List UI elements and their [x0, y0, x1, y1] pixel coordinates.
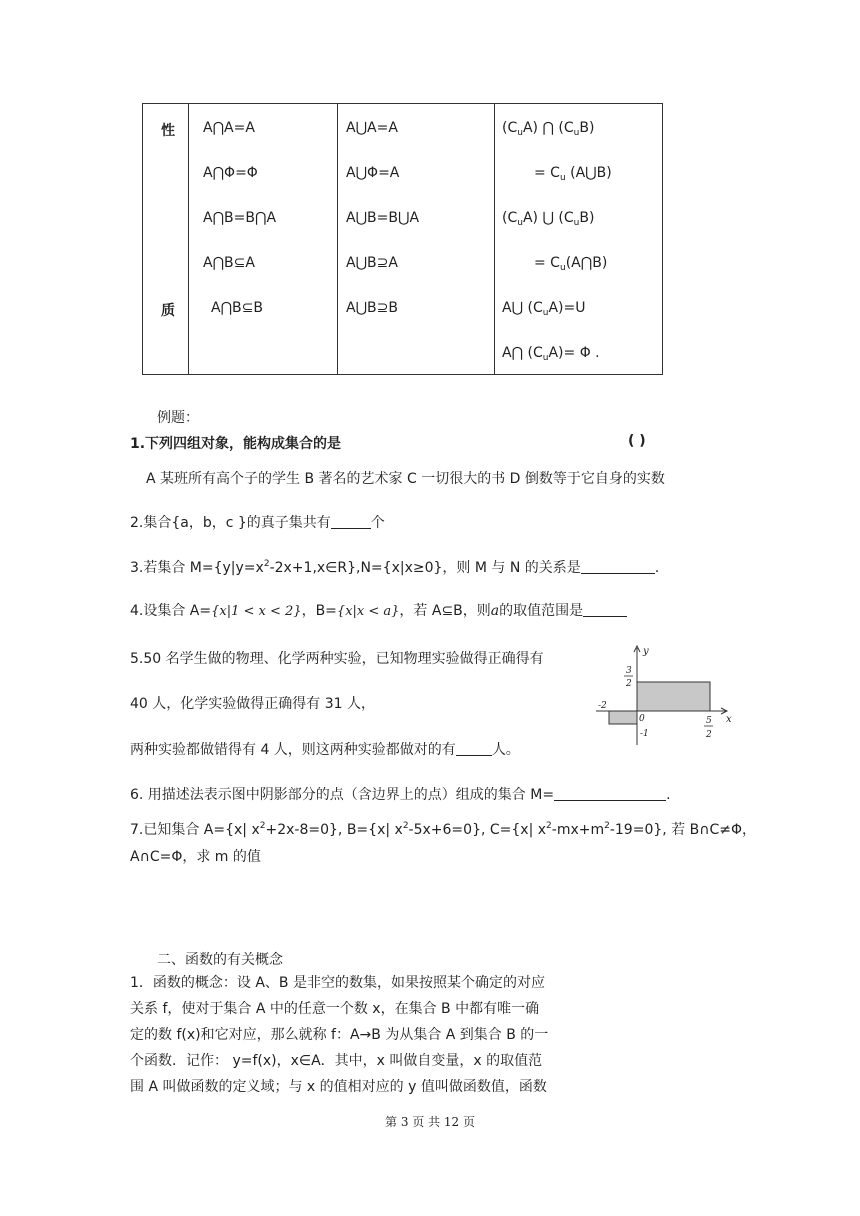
answer-blank[interactable] — [554, 786, 666, 801]
tick-label: 3 — [626, 666, 632, 676]
paragraph-line: 定的数 f(x)和它对应，那么就称 f：A→B 为从集合 A 到集合 B 的一 — [130, 1027, 549, 1043]
union-rule: A⋃Φ=A — [346, 165, 400, 181]
origin-label: 0 — [639, 714, 645, 724]
question-6: 6. 用描述法表示图中阴影部分的点（含边界上的点）组成的集合 M= . — [130, 787, 671, 803]
intersection-rule: A⋂B⊆B — [211, 300, 264, 316]
section-paragraph — [130, 970, 548, 1100]
examples-label: 例题： — [157, 410, 199, 426]
tick-label: 2 — [626, 679, 632, 689]
answer-blank[interactable] — [456, 741, 492, 756]
table-divider — [494, 104, 495, 374]
intersection-rule: A⋂B=B⋂A — [203, 210, 277, 226]
paragraph-line: 关系 f，使对于集合 A 中的任意一个数 x，在集合 B 中都有唯一确 — [130, 1001, 540, 1017]
x-axis-label: x — [726, 714, 732, 725]
paragraph-line: 围 A 叫做函数的定义域；与 x 的值相对应的 y 值叫做函数值，函数 — [130, 1079, 547, 1095]
tick-label: -1 — [640, 729, 649, 739]
shaded-region-upper — [637, 682, 710, 711]
properties-table — [142, 103, 663, 375]
row-header-top: 性 — [161, 123, 175, 139]
question-3: 3.若集合 $M=\{y|y=x^2-2x+1,x\in R\},N=\{x|x\ge 0\}$，则 M 与 N 的关系是 . — [130, 559, 660, 576]
intersection-rule: A⋂A=A — [203, 120, 255, 136]
question-7-line1: 7.已知集合 A={x| $x^2+2x-8=0$}, B={x| $x^2-5x+6=0$}, C={x| $x^2-mx+m^2-19=0$}, 若 B∩C≠Φ， — [130, 821, 756, 838]
tick-label: -2 — [598, 701, 607, 711]
intersection-rule: A⋂B⊆A — [203, 255, 255, 271]
answer-blank[interactable] — [583, 602, 627, 617]
shaded-region-graph — [588, 640, 738, 750]
union-rule: A⋃B=B⋃A — [346, 210, 420, 226]
complement-rule: A⋃ $(C_uA)=U$ — [502, 300, 586, 318]
complement-rule: $(C_uA)$ ⋂ $(C_uB)$ — [502, 120, 595, 138]
table-divider — [337, 104, 338, 374]
union-rule: A⋃B⊇B — [346, 300, 399, 316]
question-5-line2: 40 人，化学实验做得正确得有 31 人， — [130, 696, 375, 712]
intersection-rule: A⋂Φ=Φ — [203, 165, 258, 181]
union-rule: A⋃B⊇A — [346, 255, 398, 271]
section-title: 二、函数的有关概念 — [157, 952, 283, 968]
question-7-line2: A∩C=Φ，求 m 的值 — [130, 849, 261, 865]
question-1: 1.下列四组对象，能构成集合的是 — [130, 436, 342, 452]
tick-label: 2 — [706, 730, 712, 740]
complement-rule: = $C_u(A⋂B)$ — [534, 255, 608, 273]
y-axis-label: y — [643, 646, 649, 657]
question-1-options: A 某班所有高个子的学生 B 著名的艺术家 C 一切很大的书 D 倒数等于它自身的实数 — [146, 471, 665, 487]
union-rule: A⋃A=A — [346, 120, 398, 136]
complement-rule: $(C_uA)$ ⋃ $(C_uB)$ — [502, 210, 595, 228]
shaded-region-lower — [609, 711, 637, 724]
table-divider — [188, 104, 189, 374]
paragraph-line: 1．函数的概念：设 A、B 是非空的数集，如果按照某个确定的对应 — [130, 975, 545, 991]
question-2: 2.集合{a，b，c }的真子集共有 个 — [130, 515, 385, 531]
row-header-bottom: 质 — [161, 303, 175, 319]
answer-paren: ( ) — [628, 433, 646, 449]
question-4: 4.设集合 A={x|1 < x < 2}，B={x|x < a}，若 A⊆B，则a的取值范围是 — [130, 600, 627, 620]
paragraph-line: 个函数．记作： y=f(x)，x∈A．其中，x 叫做自变量，x 的取值范 — [130, 1053, 543, 1069]
page-footer: 第 3 页 共 12 页 — [385, 1115, 475, 1129]
answer-blank[interactable] — [331, 514, 371, 529]
question-5-line1: 5.50 名学生做的物理、化学两种实验，已知物理实验做得正确得有 — [130, 651, 544, 667]
question-5-line3: 两种实验都做错得有 4 人，则这两种实验都做对的有 人。 — [130, 742, 520, 758]
complement-rule: = $C_u$ (A⋃B) — [534, 165, 612, 183]
answer-blank[interactable] — [581, 559, 655, 574]
complement-rule: A⋂ $(C_uA)= \Phi$ . — [502, 345, 600, 363]
tick-label: 5 — [706, 716, 712, 726]
